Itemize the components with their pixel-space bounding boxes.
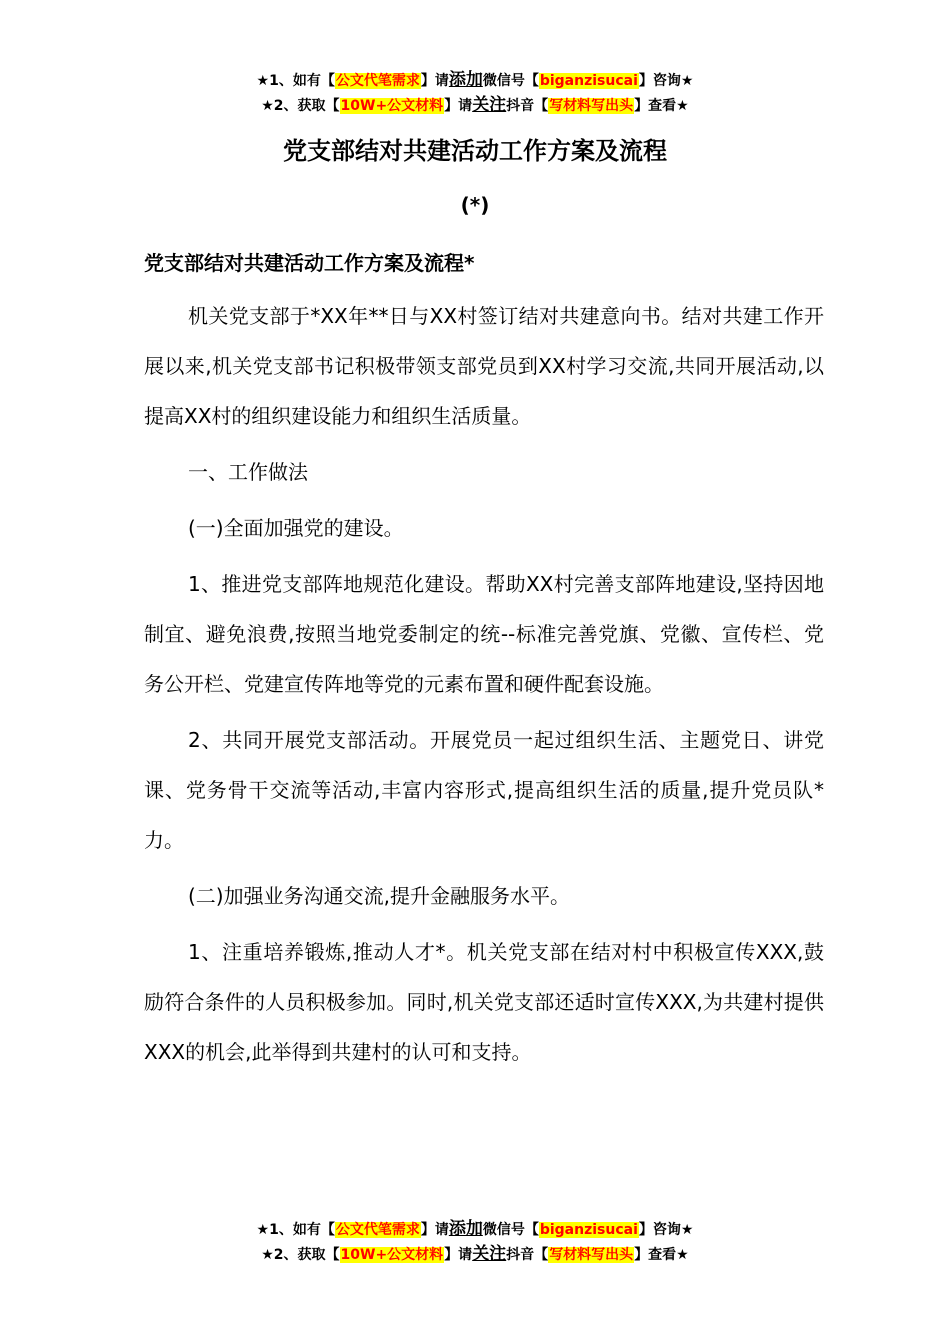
banner-text: 抖音【 bbox=[506, 98, 549, 114]
paragraph-item-2-1: 1、注重培养锻炼,推动人才*。机关党支部在结对村中积极宣传XXX,鼓励符合条件的人员积极参加。同时,机关党支部还适时宣传XXX,为共建村提供XXX的机会,此举得到共建村的认可和支持。 bbox=[144, 940, 824, 1064]
bottom-banner-line-1 bbox=[0, 1217, 950, 1242]
banner-text: 】咨询★ bbox=[638, 73, 694, 89]
paragraph-intro: 机关党支部于*XX年**日与XX村签订结对共建意向书。结对共建工作开展以来,机关党支部书记积极带领支部党员到XX村学习交流,共同开展活动,以提高XX村的组织建设能力和组织生活质量。 bbox=[144, 304, 824, 428]
paragraph-item-1-1: 1、推进党支部阵地规范化建设。帮助XX村完善支部阵地建设,坚持因地制宜、避免浪费,按照当地党委制定的统--标准完善党旗、党徽、宣传栏、党务公开栏、党建宣传阵地等党的元素布置和硬件配套设施。 bbox=[144, 572, 824, 696]
banner-emphasis: 添加 bbox=[448, 70, 483, 90]
banner-text: 】请 bbox=[420, 73, 449, 89]
banner-highlight-materials: 10W+公文材料 bbox=[340, 98, 444, 114]
banner-highlight-douyin-account: 写材料写出头 bbox=[549, 98, 634, 114]
paragraph-item-1-2: 2、共同开展党支部活动。开展党员一起过组织生活、主题党日、讲党课、党务骨干交流等活动,丰富内容形式,提高组织生活的质量,提升党员队*力。 bbox=[144, 728, 824, 852]
banner-highlight-service: 公文代笔需求 bbox=[335, 1222, 420, 1238]
section-heading: 党支部结对共建活动工作方案及流程* bbox=[144, 251, 475, 275]
top-banner bbox=[0, 68, 950, 118]
banner-text: ★2、获取【 bbox=[261, 98, 340, 114]
banner-text: 微信号【 bbox=[482, 73, 539, 89]
banner-text: 】咨询★ bbox=[638, 1222, 694, 1238]
bottom-banner-line-2 bbox=[0, 1242, 950, 1267]
banner-text: 微信号【 bbox=[482, 1222, 539, 1238]
banner-text: 】查看★ bbox=[634, 98, 689, 114]
paragraph-subsection-1-heading: (一)全面加强党的建设。 bbox=[188, 516, 404, 540]
banner-emphasis: 添加 bbox=[448, 1219, 483, 1239]
banner-text: ★1、如有【 bbox=[256, 73, 335, 89]
banner-highlight-douyin-account: 写材料写出头 bbox=[549, 1247, 634, 1263]
paragraph-section-1-heading: 一、工作做法 bbox=[188, 460, 308, 484]
banner-emphasis: 关注 bbox=[472, 95, 507, 115]
banner-highlight-materials: 10W+公文材料 bbox=[340, 1247, 444, 1263]
paragraph-subsection-2-heading: (二)加强业务沟通交流,提升金融服务水平。 bbox=[188, 884, 570, 908]
banner-emphasis: 关注 bbox=[472, 1244, 507, 1264]
banner-text: 】查看★ bbox=[634, 1247, 689, 1263]
banner-text: 】请 bbox=[444, 1247, 473, 1263]
document-body bbox=[144, 291, 824, 1077]
top-banner-line-1 bbox=[0, 68, 950, 93]
bottom-banner bbox=[0, 1217, 950, 1267]
banner-text: 】请 bbox=[420, 1222, 449, 1238]
document-title: 党支部结对共建活动工作方案及流程 bbox=[283, 137, 667, 165]
banner-text: ★2、获取【 bbox=[261, 1247, 340, 1263]
document-subtitle: (*) bbox=[460, 193, 490, 217]
banner-text: 】请 bbox=[444, 98, 473, 114]
banner-highlight-service: 公文代笔需求 bbox=[335, 73, 420, 89]
banner-highlight-wechat-id: biganzisucai bbox=[539, 1222, 638, 1238]
top-banner-line-2 bbox=[0, 93, 950, 118]
banner-text: ★1、如有【 bbox=[256, 1222, 335, 1238]
banner-text: 抖音【 bbox=[506, 1247, 549, 1263]
banner-highlight-wechat-id: biganzisucai bbox=[539, 73, 638, 89]
